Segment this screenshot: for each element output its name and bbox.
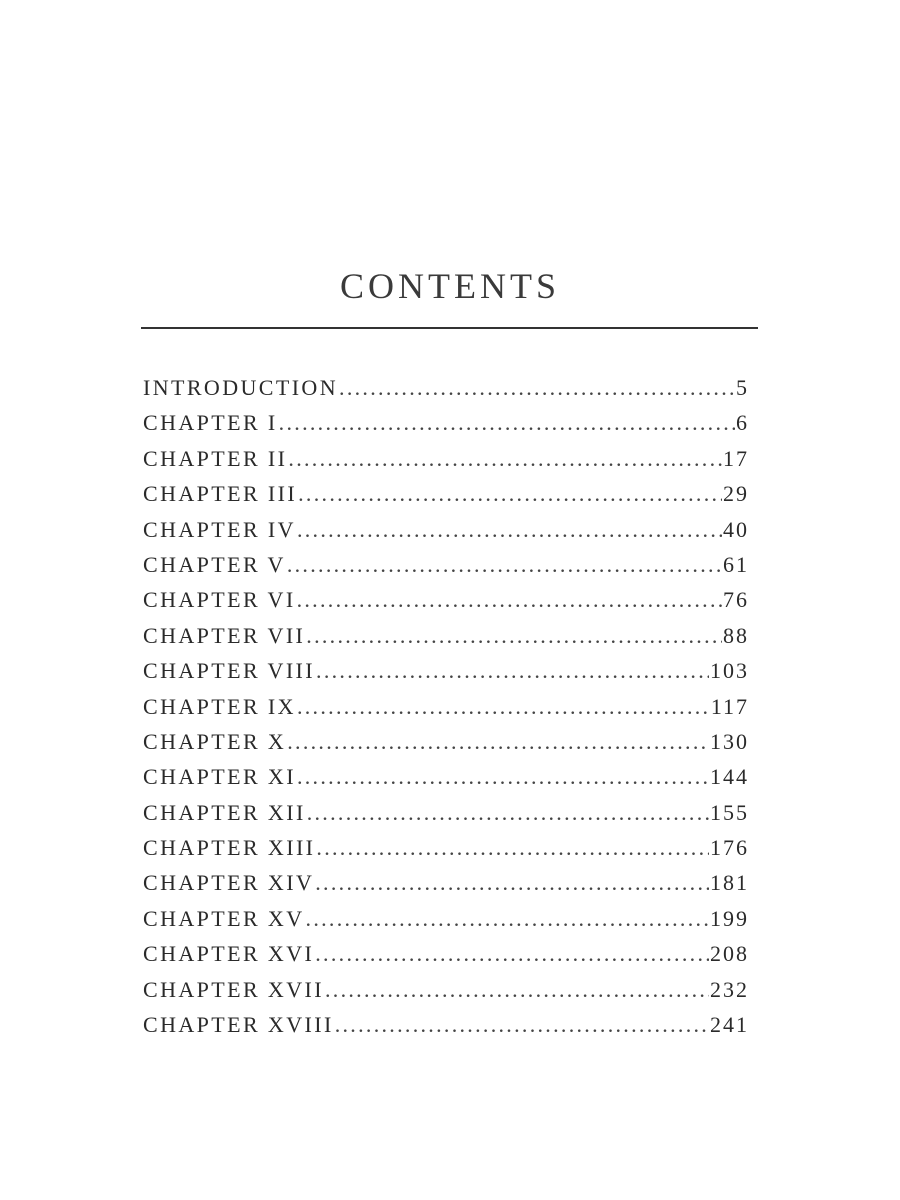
toc-entry[interactable] [143, 512, 749, 547]
dot-leader [325, 972, 709, 1007]
dot-leader [315, 936, 709, 971]
toc-entry[interactable] [143, 547, 749, 582]
dot-leader [316, 653, 709, 688]
dot-leader [297, 512, 722, 547]
toc-entry-label: CHAPTER XVIII [143, 1012, 334, 1038]
toc-entry[interactable] [143, 795, 749, 830]
toc-entry-page: 88 [723, 622, 749, 648]
toc-entry-label: CHAPTER V [143, 551, 286, 577]
toc-entry[interactable] [143, 865, 749, 900]
dot-leader [288, 441, 722, 476]
toc-entry[interactable] [143, 1007, 749, 1042]
toc-entry[interactable] [143, 936, 749, 971]
toc-entry-label: CHAPTER III [143, 481, 298, 507]
toc-entry-page: 29 [723, 481, 749, 507]
toc-entry-label: CHAPTER XVI [143, 941, 315, 967]
dot-leader [287, 547, 722, 582]
dot-leader [307, 795, 709, 830]
page-title: CONTENTS [340, 266, 560, 306]
toc-entry-label: CHAPTER XV [143, 905, 305, 931]
toc-entry-page: 155 [710, 799, 749, 825]
dot-leader [316, 830, 709, 865]
toc-entry-label: CHAPTER XVII [143, 976, 324, 1002]
toc-entry-label: CHAPTER X [143, 728, 287, 754]
toc-entry-page: 76 [723, 587, 749, 613]
dot-leader [297, 582, 722, 617]
dot-leader [279, 405, 735, 440]
toc-entry-page: 176 [710, 835, 749, 861]
toc-entry-label: CHAPTER XIII [143, 835, 316, 861]
toc-entry-page: 40 [723, 516, 749, 542]
toc-entry-page: 103 [710, 658, 749, 684]
toc-entry-label: CHAPTER IV [143, 516, 296, 542]
toc-entry-label: CHAPTER I [143, 410, 278, 436]
toc-entry[interactable] [143, 759, 749, 794]
toc-entry[interactable] [143, 724, 749, 759]
toc-entry-label: CHAPTER IX [143, 693, 296, 719]
toc-entry-page: 17 [723, 445, 749, 471]
toc-entry[interactable] [143, 441, 749, 476]
toc-entry-label: CHAPTER II [143, 445, 288, 471]
toc-entry-page: 130 [710, 728, 749, 754]
toc-entry[interactable] [143, 972, 749, 1007]
toc-entry-page: 208 [710, 941, 749, 967]
toc-entry[interactable] [143, 901, 749, 936]
toc-entry-page: 232 [710, 976, 749, 1002]
toc-entry-page: 241 [710, 1012, 749, 1038]
toc-entry-label: CHAPTER VII [143, 622, 306, 648]
toc-entry[interactable] [143, 618, 749, 653]
toc-entry-label: CHAPTER XIV [143, 870, 315, 896]
dot-leader [335, 1007, 709, 1042]
toc-entry-label: CHAPTER VI [143, 587, 296, 613]
toc-entry-page: 61 [723, 551, 749, 577]
toc-entry-page: 6 [736, 410, 749, 436]
toc-entry-page: 181 [710, 870, 749, 896]
dot-leader [298, 476, 722, 511]
table-of-contents [143, 370, 749, 1042]
toc-entry[interactable] [143, 689, 749, 724]
toc-entry-page: 117 [710, 693, 749, 719]
title-divider [141, 327, 758, 329]
dot-leader [287, 724, 709, 759]
toc-entry-page: 199 [710, 905, 749, 931]
toc-entry[interactable] [143, 405, 749, 440]
toc-entry-page: 144 [710, 764, 749, 790]
toc-entry-label: CHAPTER XI [143, 764, 296, 790]
dot-leader [297, 759, 709, 794]
dot-leader [339, 370, 735, 405]
toc-entry-label: INTRODUCTION [143, 375, 339, 400]
dot-leader [306, 901, 709, 936]
toc-entry-page: 5 [736, 375, 749, 400]
toc-entry-label: CHAPTER VIII [143, 658, 316, 684]
toc-entry[interactable] [143, 476, 749, 511]
toc-entry[interactable] [143, 582, 749, 617]
dot-leader [306, 618, 722, 653]
toc-entry-label: CHAPTER XII [143, 799, 306, 825]
dot-leader [315, 865, 709, 900]
toc-entry[interactable] [143, 370, 749, 405]
dot-leader [297, 689, 710, 724]
toc-entry[interactable] [143, 653, 749, 688]
toc-entry[interactable] [143, 830, 749, 865]
